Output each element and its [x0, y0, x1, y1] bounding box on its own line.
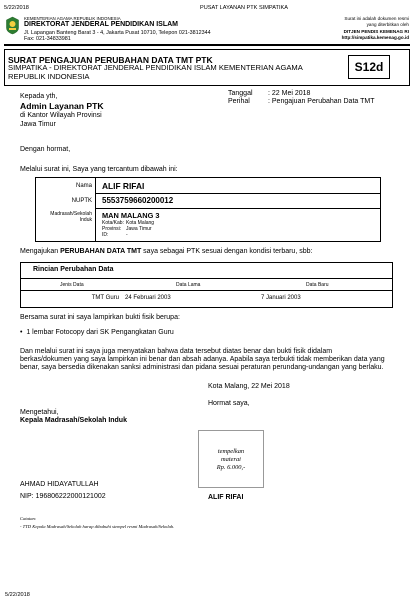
stamp-line-1: tempelkan [217, 448, 245, 455]
city-value: Kota Malang [126, 220, 155, 226]
signature-regards: Hormat saya, [208, 400, 250, 407]
school-label [35, 211, 92, 223]
notice-line-1: Surat ini adalah dokumen resmi [344, 16, 409, 21]
subject-label: Perihal [228, 98, 250, 105]
header-divider [4, 44, 410, 46]
school-id-value: - [126, 232, 128, 238]
attachment-item-text: 1 lembar Fotocopy dari SK Pengangkatan Guru [26, 329, 174, 336]
notice-line-3: DITJEN PENDIS KEMENAG RI [343, 28, 409, 34]
request-prefix: Mengajukan [20, 248, 61, 255]
office-fax: Fax: 021-34833981 [24, 36, 71, 42]
changes-header-divider [20, 290, 393, 291]
column-old: Data Lama [176, 282, 201, 288]
addressee-greeting: Kepada yth, [20, 93, 58, 100]
head-title: Kepala Madrasah/Sekolah Induk [20, 417, 127, 424]
date-value: : 22 Mei 2018 [268, 90, 311, 97]
notice-line-2: yang diterbitkan oleh [366, 22, 409, 28]
addressee-name: Admin Layanan PTK [20, 101, 104, 111]
identity-row-divider [95, 193, 381, 194]
name-value: ALIF RIFAI [102, 181, 145, 191]
statement-line-3: benar, saya bersedia dikenakan sanksi administrasi dan pidana sesuai peraturan perundang-undangan yang berlaku. [20, 364, 384, 371]
attachment-intro: Bersama surat ini saya lampirkan bukti fisik berupa: [20, 314, 180, 321]
head-name: AHMAD HIDAYATULLAH [20, 481, 99, 488]
request-text [20, 248, 312, 255]
school-value: MAN MALANG 3 [102, 211, 160, 220]
office-address: Jl. Lapangan Banteng Barat 3 - 4, Jakarta Pusat 10710, Telepon 021-3812344 [24, 30, 211, 36]
table-row-type: TMT Guru [91, 295, 119, 301]
notes-line-1: - TTD Kepala Madrasah/Sekolah harap dibubuhi stempel resmi Madrasah/Sekolah. [20, 524, 175, 529]
changes-heading: Rincian Perubahan Data [33, 266, 114, 273]
changes-heading-divider [20, 278, 393, 279]
request-suffix: saya sebagai PTK sesuai dengan kondisi terbaru, sbb: [141, 248, 313, 255]
notice-line-4: http://simpatika.kemenag.go.id [341, 35, 409, 41]
addressee-line-2: Jawa Timur [20, 121, 56, 128]
document-title: SURAT PENGAJUAN PERUBAHAN DATA TMT PTK [8, 55, 213, 65]
nuptk-label: NUPTK [71, 198, 92, 204]
intro-text: Melalui surat ini, Saya yang tercantum dibawah ini: [20, 166, 178, 173]
date-label: Tanggal [228, 90, 253, 97]
signature-place-date: Kota Malang, 22 Mei 2018 [208, 383, 290, 390]
school-label-line-2: Induk [79, 217, 92, 223]
school-id-label: ID: [102, 232, 109, 238]
directorate-name: DIREKTORAT JENDERAL PENDIDIKAN ISLAM [24, 21, 179, 28]
nuptk-value: 5553759660200012 [102, 196, 174, 205]
document-subtitle: SIMPATIKA - DIREKTORAT JENDERAL PENDIDIKAN ISLAM KEMENTERIAN AGAMA REPUBLIK INDONESIA [8, 63, 303, 81]
head-nip: NIP: 196806222000121002 [20, 493, 106, 500]
print-title: PUSAT LAYANAN PTK SIMPATIKA [200, 5, 288, 11]
province-value: Jawa Timur [126, 226, 152, 232]
acknowledge-label: Mengetahui, [20, 409, 59, 416]
stamp-line-3: Rp. 6.000,- [216, 464, 246, 471]
salutation: Dengan hormat, [20, 146, 71, 153]
column-new: Data Baru [306, 282, 329, 288]
identity-row-divider [95, 208, 381, 209]
subject-value: : Pengajuan Perubahan Data TMT [268, 98, 375, 105]
identity-column-divider [95, 177, 96, 242]
province-label: Provinsi: [102, 226, 122, 232]
official-notice [342, 16, 409, 42]
city-label: Kota/Kab: [102, 220, 124, 226]
notes-label: Catatan: [20, 516, 37, 521]
ministry-name: KEMENTERIAN AGAMA REPUBLIK INDONESIA [24, 16, 121, 21]
ministry-logo-icon [5, 16, 20, 35]
school-label-line-1: Madrasah/Sekolah [50, 211, 92, 217]
request-emphasis: PERUBAHAN DATA TMT [60, 248, 142, 255]
print-date: 5/22/2018 [4, 5, 29, 11]
stamp-line-2: materai [221, 456, 241, 463]
print-footer: 5/22/2018 [5, 592, 30, 598]
statement-line-1: Dan melalui surat ini saya juga menyatakan bahwa data tersebut diatas benar dan bukti fisik didalam [20, 348, 333, 355]
table-row-new: 7 Januari 2003 [261, 295, 301, 301]
addressee-line-1: di Kantor Wilayah Provinsi [20, 112, 102, 119]
name-label: Nama [75, 183, 92, 189]
table-row-old: 24 Februari 2003 [125, 295, 171, 301]
column-type: Jenis Data [60, 282, 84, 288]
attachment-item: • 1 lembar Fotocopy dari SK Pengangkatan Guru [20, 329, 174, 336]
statement-line-2: berkas/dokumen yang saya lampirkan ini benar dan absah adanya. Apabila saya terbukti tidak memberikan data yang [20, 356, 385, 363]
document-code: S12d [348, 55, 390, 79]
signer-name: ALIF RIFAI [208, 494, 244, 501]
